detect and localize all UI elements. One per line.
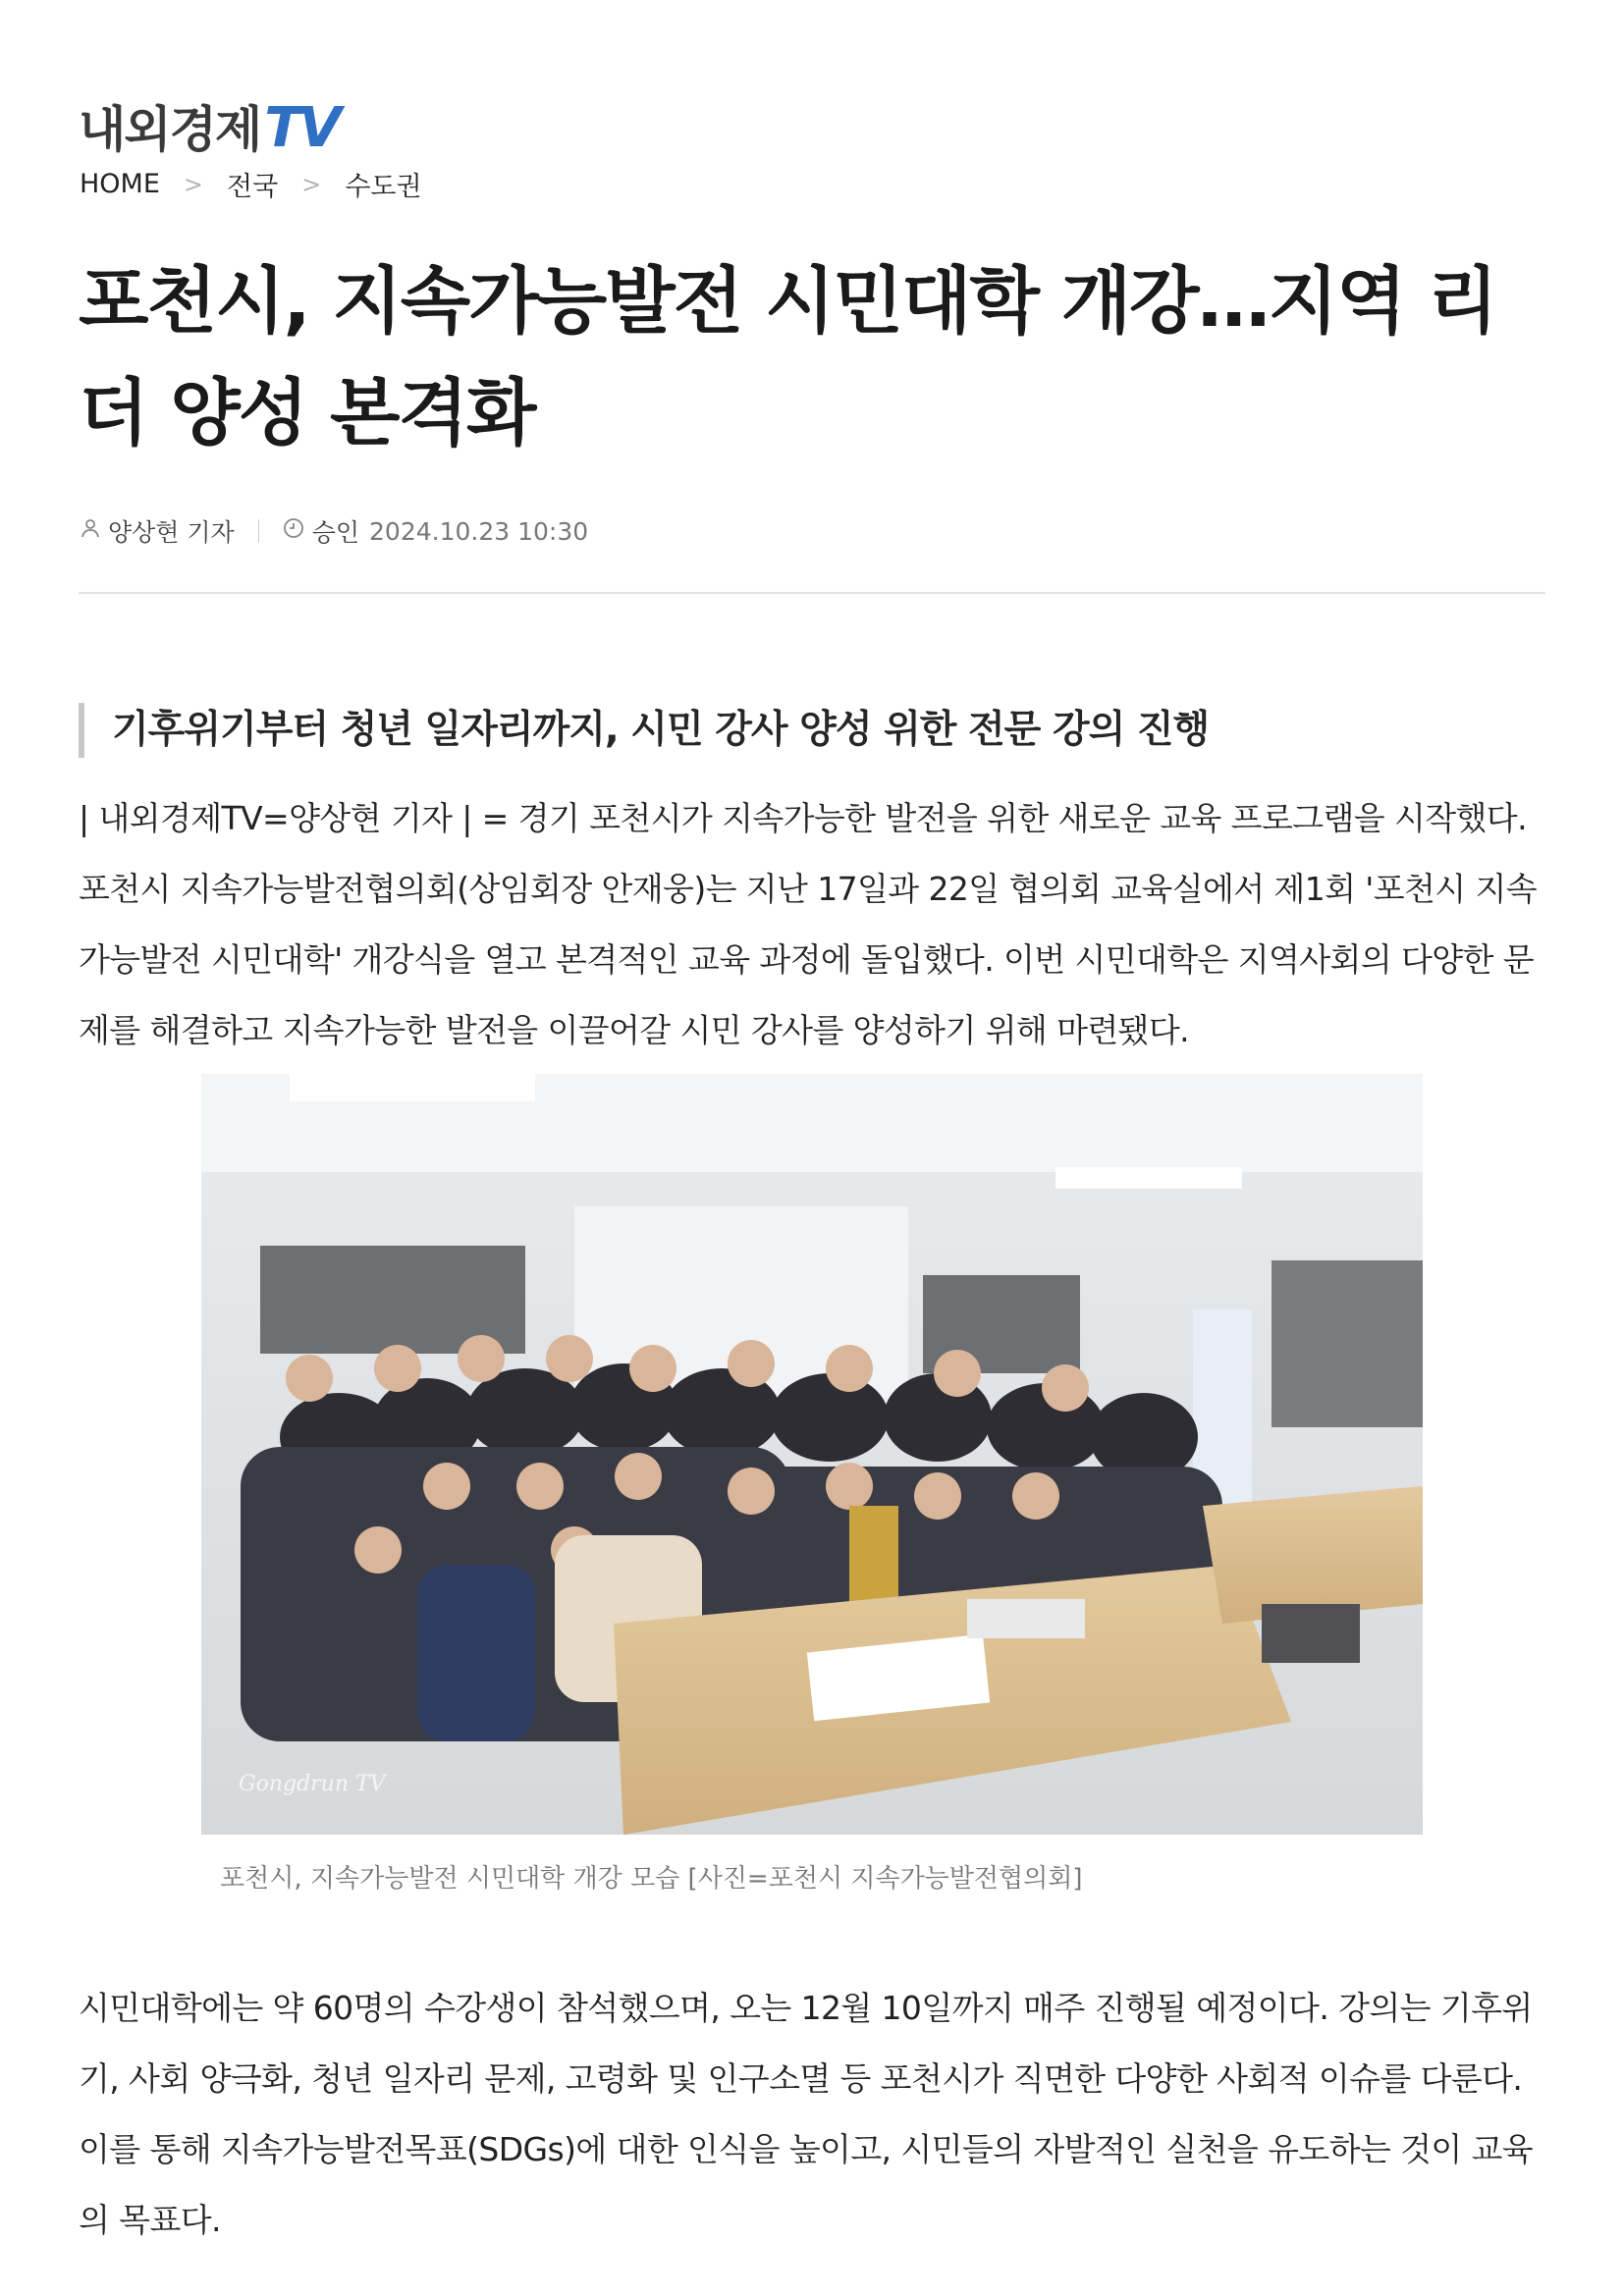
article-meta <box>81 513 588 549</box>
photo-watermark: Gongdrun TV <box>239 1772 386 1796</box>
article-paragraph-2: 시민대학에는 약 60명의 수강생이 참석했으며, 오는 12월 10일까지 매주 진행될 예정이다. 강의는 기후위기, 사회 양극화, 청년 일자리 문제, 고령화 및 인구소멸 등 포천시가 직면한 다양한 사회적 이슈를 다룬다. 이를 통해 지속가능발전목표(SDGs)에 대한 인식을 높이고, 시민들의 자발적인 실천을 유도하는 것이 교육의 목표다. <box>79 1989 1534 2239</box>
publish-date: 2024.10.23 10:30 <box>369 516 589 546</box>
approval-label: 승인 <box>311 518 360 547</box>
article-paragraph-1: | 내외경제TV=양상현 기자 | = 경기 포천시가 지속가능한 발전을 위한 새로운 교육 프로그램을 시작했다. 포천시 지속가능발전협의회(상임회장 안재웅)는 지난 17일과 22일 협의회 교육실에서 제1회 '포천시 지속가능발전 시민대학' 개강식을 열고 본격적인 교육 과정에 돌입했다. 이번 시민대학은 지역사회의 다양한 문제를 해결하고 지속가능한 발전을 이끌어갈 시민 강사를 양성하기 위해 마련됐다. <box>79 799 1538 1049</box>
meta-divider <box>258 519 259 543</box>
site-logo[interactable] <box>79 90 339 161</box>
person-icon <box>81 518 100 544</box>
article-title: 포천시, 지속가능발전 시민대학 개강…지역 리더 양성 본격화 <box>79 259 1496 455</box>
article-photo <box>201 1074 1423 1835</box>
breadcrumb-capital-area[interactable]: 수도권 <box>345 172 422 202</box>
chevron-right-icon: > <box>301 170 322 198</box>
article-subtitle: 기후위기부터 청년 일자리까지, 시민 강사 양성 위한 전문 강의 진행 <box>79 703 1209 758</box>
logo-tv-text: TV <box>264 96 339 160</box>
header-divider <box>79 592 1545 594</box>
author-name[interactable]: 양상현 기자 <box>108 518 235 547</box>
breadcrumb-national[interactable]: 전국 <box>227 172 279 202</box>
photo-caption: 포천시, 지속가능발전 시민대학 개강 모습 [사진=포천시 지속가능발전협의회] <box>220 1864 1083 1894</box>
chevron-right-icon: > <box>183 170 204 198</box>
breadcrumb <box>80 165 422 203</box>
logo-korean-text: 내외경제 <box>79 101 261 158</box>
breadcrumb-home[interactable]: HOME <box>80 169 160 199</box>
clock-icon <box>283 517 304 545</box>
